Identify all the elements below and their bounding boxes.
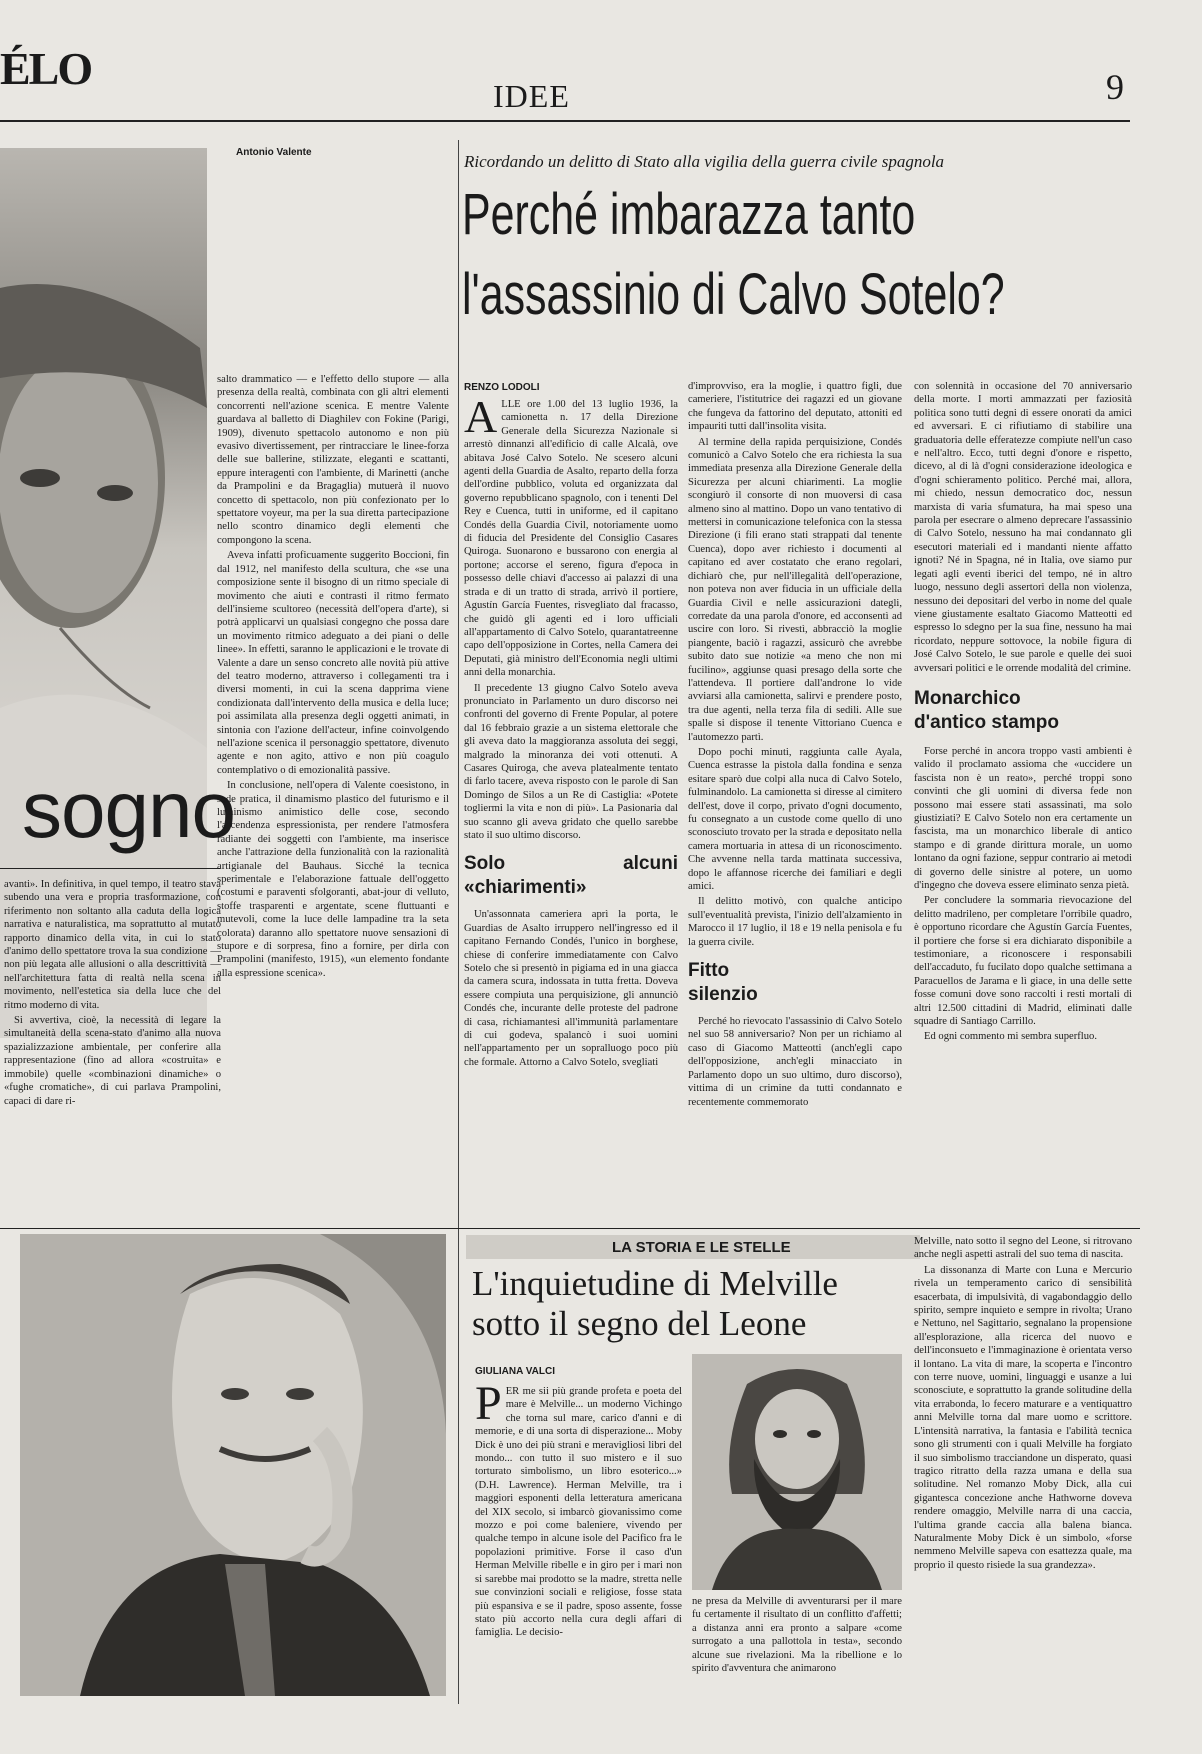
paragraph: d'improvviso, era la moglie, i quattro figli, due cameriere, l'istitutrice dei ragazzi ed un giovane che fungeva da fattorino del deputato, attoniti ed impauriti tutti dall'insolita visita.: [688, 381, 902, 433]
subhead-fitto-silenzio: Fitto silenzio: [688, 960, 758, 1006]
sotelo-column-1: [464, 398, 678, 1233]
sotelo-title-line2: l'assassinio di Calvo Sotelo?: [462, 262, 1005, 327]
left-article-column-a: [217, 373, 449, 1233]
melville-portrait-illustration: [692, 1354, 902, 1590]
paragraph: Aveva infatti proficuamente suggerito Boccioni, fin dal 1912, nel manifesto della scultura, che «se una composizione sente il bisogno di un ritmo speciale di movimento che aiuti e contrasti il ritmo fermato dell'insieme scultoreo (necessità dell'opera d'arte), si potrà applicarvi un qualsiasi congegno che possa dare un movimento ritmico adeguato a dei piani o delle linee». In effetti, saranno le applicazioni e le trovate di Valente a dare un senso concreto alle novità più attive del teatro moderno, attraverso i collegamenti tra i diversi momenti, in cui la scena dapprima viene condizionata dall'intervento della musica e della luce; poi assimilata alla presenza degli oggetti animati, in sintonia con l'azione dell'acteur, infine coinvolgendo nell'azione scenica il personaggio spettatore, divenuto agente e non agito, attivo e non più coagulo contemplativo o di emozionalità passive.: [217, 550, 449, 776]
left-article-column-b: [4, 878, 221, 1226]
paragraph: ne presa da Melville di avventurarsi per il mare fu certamente il risultato di un conflitto d'affetti; a distanza anni era pronto a salpare «come surrogato a una pallottola in testa», secondo alcune sue rivelazioni. Ma la ribellione e lo spirito d'avventura che animarono: [692, 1596, 902, 1675]
melville-photo: [692, 1354, 902, 1590]
column-divider: [458, 1234, 459, 1704]
melville-title-line1: L'inquietudine di Melville: [472, 1264, 838, 1303]
melville-column-2: [692, 1595, 902, 1700]
paragraph: Perché ho rievocato l'assassinio di Calvo Sotelo nel suo 58 anniversario? Non per un richiamo al caso di Giacomo Matteotti (anch'egli capo dell'opposizione, anch'egli minacciato in Parlamento dopo un suo ultimo, duro discorso), vittima di un crimine da tutti condannato e recentemente commemorato: [688, 1016, 902, 1108]
lead-paragraph: LLE ore 1.00 del 13 luglio 1936, la camionetta n. 17 della Direzione Generale della Sicurezza Nazionale si arrestò dinnanzi all'edificio di calle Alcalà, ove abitava José Calvo Sotelo. Ne scesero alcuni agenti della Guardia de Asalto, reparto della forza dell'ordine pubblico, voluta ed organizzata dal governo repubblicano spagnolo, con i tenenti Del Rey e Cuenca, tutti in uniforme, ed il capitano Condés della Guardia Civil, notoriamente uomo di fiducia del Presidente del Consiglio Casares Quiroga. Suonarono e bussarono con energia al portone; accorse el sereno, figura d'epoca in possesso delle chiavi d'accesso ai palazzi di una strada e di un tratto di strada, arrivò il portiere, Agustín García Fuentes, risvegliato dal fracasso, che guidò gli agenti ed i loro ufficiali all'appartamento di Calvo Sotelo, quarantatreenne capo dell'opposizione in Cortes, nella Camera dei Deputati, già ministro dell'Economia negli ultimi anni della monarchia.: [464, 399, 678, 679]
left-headline-fragment: sogno: [22, 765, 235, 854]
header-rule: [0, 120, 1130, 122]
paragraph: Il delitto motivò, con qualche anticipo sull'eventualità prevista, l'inizio dell'alzamiento in Marocco il 17 luglio, il 18 e 19 nella penisola e fu la guerra civile.: [688, 896, 902, 948]
paragraph: Al termine della rapida perquisizione, Condés comunicò a Calvo Sotelo che era richiesta la sua immediata presenza alla Direzione Generale della Sicurezza per alcuni chiarimenti. La moglie scongiurò il consorte di non muoversi di casa almeno sino al mattino. Dopo un vano tentativo di mettersi in comunicazione telefonica con la stessa Direzione (i fili erano stati strappati dal tenente Cuenca), dopo aver richiesto i documenti al capitano ed aver costatato che erano regolari, dichiarò che, pur nell'illegalità dell'operazione, non poteva non aver fiducia in un ufficiale della Guardia Civil e nelle assicurazioni dategli, corredate da una parola d'onore, ed acconsentì ad uscire con loro. Si rivestì, abbracciò la moglie piangente, baciò i ragazzi, assicurò che avrebbe subito dato sue notizie «a meno che non mi fucilino», aggiunse quasi presago della sorte che l'attendeva. Il portiere dall'androne lo vide avviarsi alla camionetta, salirvi e prendere posto, tra due agenti, nella terza fila di sedili. Alle sue spalle si dispose il tenente Vittoriano Cuenca e l'automezzo partì.: [688, 436, 902, 743]
melville-author: GIULIANA VALCI: [475, 1366, 555, 1377]
left-author: Antonio Valente: [236, 147, 312, 158]
subhead-monarchico: Monarchico d'antico stampo: [914, 687, 1059, 733]
sotelo-author: RENZO LODOLI: [464, 382, 540, 393]
paragraph: Per concludere la sommaria rievocazione del delitto madrileno, per completare l'orribile quadro, è opportuno ricordare che Agustín García Fuentes, il portiere che forse si era dichiarato disponibile a testimoniare, a riconoscere i responsabili dell'accaduto, fu fucilato dopo qualche settimana a Paracuellos de Jarama e lì giace, in una delle sette fosse comuni dove sono raccolti i resti mortali di altri 12.500 cittadini di Madrid, eliminati dalle squadre di Santiago Carrillo.: [914, 895, 1132, 1028]
paragraph: ER me sii più grande profeta e poeta del mare è Melville... un moderno Vichingo che torna sul mare, carico d'anni e di memorie, e di una sorta di disperazione... Moby Dick è uno dei più strani e meravigliosi libri del mondo... con tutto il suo mistero e il suo torturato simbolismo, un libro esoterico...» (D.H. Lawrence). Herman Melville, tra i maggiori esponenti della letteratura americana del XIX secolo, si imbarcò giovanissimo come mozzo e poi come baleniere, vivendo per qualche tempo in alcune isole del Pacifico fra le popolazioni primitive. Forse il caso d'un Herman Melville ribelle e in giro per i mari non si sarebbe mai prodotto se la madre, stretta nelle sue convinzioni sociali e religiose, fosse stata più espansiva e se il padre, sposo assente, fosse stato più accorto nella cura degli affari di famiglia. Le decisio-: [475, 1386, 682, 1639]
paragraph: Si avvertiva, cioè, la necessità di legare la simultaneità della scena-stato d'animo alla nuova spazializzazione ambientale, per conferire alla rappresentazione (fino ad allora «costruita» e immobile) quelle «combinazioni dinamiche» o «fughe cromatiche», di cui parlava Prampolini, capaci di dare ri-: [4, 1015, 221, 1107]
portrait-photo-bottom: [20, 1234, 446, 1696]
melville-title-line2: sotto il segno del Leone: [472, 1304, 807, 1343]
sotelo-column-3: [914, 380, 1132, 1233]
paragraph: Un'assonnata cameriera aprì la porta, le Guardias de Asalto irruppero nell'ingresso ed il capitano Fernando Condés, l'unico in borghese, chiese di conferire immediatamente con Calvo Sotelo che si presentò in pigiama ed in una giacca da camera scura, indossata in tutta fretta. Doveva essere compiuta una perquisizione, gli annunciò Condés che, incurante delle proteste del padrone di casa, richiamantesi all'immunità parlamentare di cui godeva, spalancò i suoi uomini nell'appartamento per un sopralluogo poco più che formale. Attorno a Calvo Sotelo, svegliati: [464, 909, 678, 1068]
sotelo-column-2: [688, 380, 902, 1233]
section-rule: [0, 1228, 1140, 1229]
subhead-chiarimenti: Solo alcuni «chiarimenti»: [464, 853, 678, 899]
paragraph: Melville, nato sotto il segno del Leone, si ritrovano anche negli aspetti astrali del suo tema di nascita.: [914, 1236, 1132, 1261]
melville-column-3: [914, 1235, 1132, 1700]
portrait-illustration: [20, 1234, 446, 1696]
left-headline-rule: [0, 868, 220, 869]
paragraph: Ed ogni commento mi sembra superfluo.: [924, 1031, 1097, 1043]
column-divider: [458, 140, 459, 1235]
sotelo-kicker: Ricordando un delitto di Stato alla vigilia della guerra civile spagnola: [464, 152, 945, 171]
paragraph: La dissonanza di Marte con Luna e Mercurio rivela un temperamento carico di sensibilità esacerbata, di impulsività, di vagabondaggio dello spirito, sempre inquieto e sempre in rivolta; Urano e Nettuno, nel Sagittario, segnalano la propensione all'esplorazione, alla ricerca del nuovo e dell'inconsueto e l'immaginazione è orientata verso il lontano. La vita di mare, la scoperta e l'incontro con terre nuove, uomini, linguaggi e usanze a lui sconosciute, e soprattutto la grande solitudine della vita errabonda, lo fecero maturare e a ventiquattro anni Melville torna dal mare uomo e scrittore. L'intensità narrativa, la fantasia e l'abilità tecnica sono gli strumenti con i quali Melville ha forgiato il suo simbolismo tracciandone un disperato, quasi tragico ritratto della razza umana e della sua solitudine. Nel romanzo Moby Dick, alla cui gigantesca concezione anche Hathworne doveva rendere omaggio, Melville narra di una caccia, l'ultima grande caccia alla balena bianca. Naturalmente Moby Dick è un simbolo, «forse nemmeno Melville sapeva con esattezza quale, ma proprio il questo risiede la sua grandezza».: [914, 1264, 1132, 1571]
paragraph: salto drammatico — e l'effetto dello stupore — alla presenza della realtà, combinata con gli altri elementi concorrenti nell'azione scenica. E mentre Valente guardava al balletto di Diaghilev con Fokine (Parigi, 1909), divenuto spettacolo autonomo e non più evasivo divertissement, per rintracciare le linee-forza delle sue ballerine, stilizzate, eleganti e scattanti, eppure interagenti con l'ambiente, di Marinetti (anche da Prampolini e da Bragaglia) mutuerà il nuovo concetto di spettacolo, non più confezionato per lo spettatore voyeur, ma per la sua diretta partecipazione nello scontro dinamico degli elementi che compongono la scena.: [217, 374, 449, 546]
sotelo-title-line1: Perché imbarazza tanto: [462, 182, 916, 247]
paragraph: Dopo pochi minuti, raggiunta calle Ayala, Cuenca estrasse la pistola dalla fondina e senza esitare sparò due colpi alla nuca di Calvo Sotelo, fulminandolo. La camionetta si diresse al cimitero dell'est, dove il corpo, privato d'ogni documento, fu consegnato a un custode come quello di uno sconosciuto trovato per la strada e depositato nella camera mortuaria in attesa di un riconoscimento. Che avvenne nella tarda mattinata successiva, dopo le affannose ricerche dei familiari e degli amici.: [688, 746, 902, 893]
paragraph: con solennità in occasione del 70 anniversario della morte. I morti ammazzati per faziosità politica sono tutti degni di essere onorati da amici ed avversari. E ci rifiutiamo di stabilire una graduatoria delle efferatezze compiute nell'un caso e nell'altro. Ecco, tutti degni d'onore e rispetto, dicevo, al di là d'ogni considerazione ideologica e d'ogni schieramento politico. Perché mai, allora, mi chiedo, nessun democratico doc, nessun marxista di varia sfumatura, ha mai speso una parola per esecrare o almeno deprecare l'assassinio di Calvo Sotelo, nessuno ha mai condannato gli esecutori materiali ed i mandanti niente affatto ignoti? Né in Spagna, né in Italia, ove siamo pur legati agli eventi iberici del tempo, né in altro luogo, nessuno degli assertori della non violenza, nessuno dei depositari del verbo in nome del quale viene giustamente esaltato Giacomo Matteotti ed espresso lo sdegno per la sua fine, nessuno ha mai ricordato, neppure sottovoce, la nobile figura di José Calvo Sotelo, le sue parole e quelle dei suoi avversari politici e le orrende modalità del crimine.: [914, 381, 1132, 674]
paragraph: Il precedente 13 giugno Calvo Sotelo aveva pronunciato in Parlamento un duro discorso nei confronti del governo di Frente Popular, al potere dal 16 febbraio grazie a un sistema elettorale che gli aveva dato la maggioranza assoluta dei seggi, malgrado la minoranza dei voti ottenuti. A Casares Quiroga, che aveva platealmente tentato di farlo tacere, aveva risposto con le parole di San Domingo de Silos a un Re di Castiglia: «Potete togliermi la vita e non di più». La Pasionaria dal suo scanno gli aveva gridato che quello sarebbe stato il suo ultimo discorso.: [464, 682, 678, 841]
page-number: 9: [1106, 67, 1124, 107]
melville-rubric: LA STORIA E LE STELLE: [612, 1239, 791, 1256]
paragraph: In conclusione, nell'opera di Valente coesistono, in sede pratica, il dinamismo plastico del futurismo e il luminismo animistico delle cose, secondo l'ascendenza espressionista, per rendere l'atmosfera radiante dei soggetti con l'ambiente, ma inserisce anche l'attrazione della funzionalità con la razionalità artigianale del Bauhaus. Sicché la tecnica sperimentale e l'elaborazione fattuale dell'oggetto (costumi e paraventi sfolgoranti, abat-jour di velluto, stoffe trasparenti e argentate, scene fluttuanti e mutevoli, come la luce delle lampadine tra la seta colorata) daranno allo spettatore nuove sensazioni di stupore e di sorpresa, fino a fornire, per dirla con Prampolini (manifesto, 1915), «un elemento fondante alla espressione scenica».: [217, 780, 449, 979]
dropcap: P: [475, 1385, 502, 1430]
section-label: IDEE: [493, 78, 570, 114]
paragraph: Forse perché in ancora troppo vasti ambienti è valido il proclamato assioma che «uccidere un fascista non è un reato», perché troppi sono convinti che gli uomini di diversa fede non possono mai essere stati assassinati, ma solo giustiziati? E Calvo Sotelo non era certamente un fascista, ma un monarchico liberale di antico stampo e di grande dirittura morale, un uomo lontano da ogni fazione, seppur contrario ai metodi di governo delle sinistre al potere, un uomo d'ingegno che doveva essere eliminato senza pietà.: [914, 745, 1132, 891]
masthead-fragment: ÉLO: [0, 43, 92, 94]
paragraph: avanti». In definitiva, in quel tempo, il teatro stava subendo una vera e propria trasformazione, con riferimento non soltanto alla caduta della logica narrativa e naturalistica, ma soprattutto al mutato rapporto dinamico della vita, in cui lo stato d'animo dello spettatore trova la sua condizione — non più legata alle allusioni o alla descrittività — nell'architettura fatta di realtà nella scena in movimento, nell'estetica sia della luce che del ritmo moderno di vita.: [4, 879, 221, 1011]
melville-column-1: [475, 1385, 682, 1700]
dropcap: A: [464, 398, 498, 442]
